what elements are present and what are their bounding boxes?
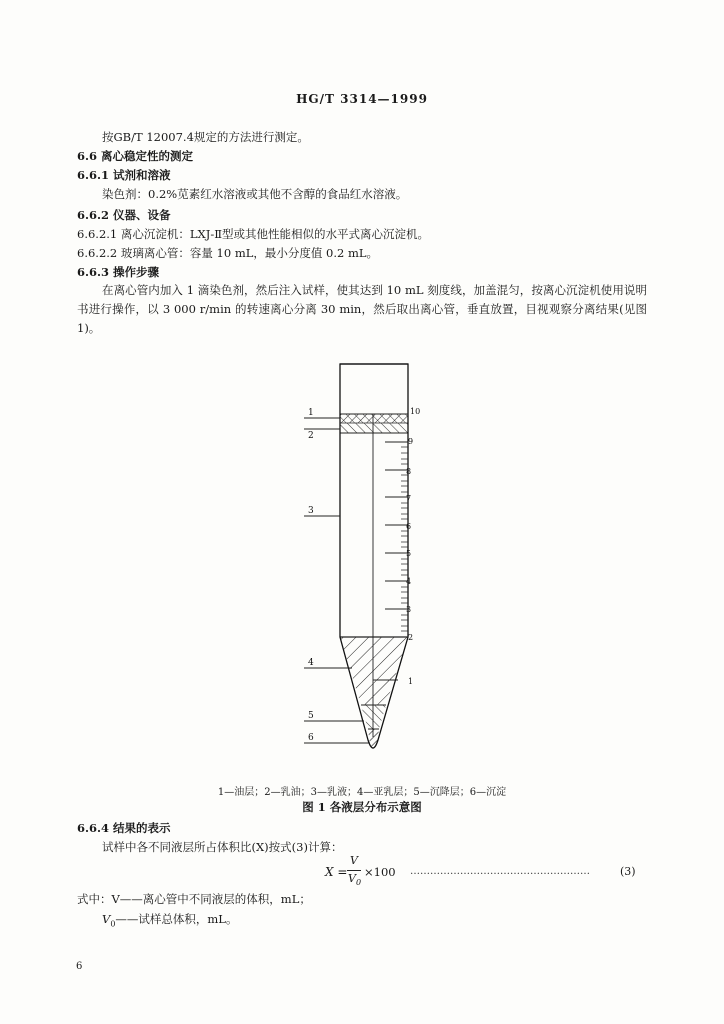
label-sub-emulsion: 4: [308, 658, 314, 668]
scale-label-6: 6: [406, 522, 412, 531]
scale-label-5: 5: [406, 549, 412, 558]
scale-label-1: 1: [408, 677, 414, 686]
scale-label-2: 2: [408, 633, 414, 642]
label-sediment: 5: [308, 711, 314, 721]
formula-denominator: [348, 872, 361, 887]
dye-line: 染色剂：0.2%苋素红水溶液或其他不含醇的食品红水溶液。: [102, 187, 408, 201]
where-line-2-symbol: V: [102, 912, 111, 926]
label-precipitate: 6: [308, 733, 314, 743]
formula-denominator-subscript: 0: [355, 878, 362, 888]
where-line-2-text: ——试样总体积，mL。: [115, 912, 238, 926]
scale-label-8: 8: [406, 467, 412, 476]
section-6-6-4-heading: 6.6.4 结果的表示: [77, 821, 171, 835]
formula-denominator-symbol: V: [348, 872, 356, 885]
formula-multiplier: ×100: [364, 865, 396, 879]
figure-title: 图 1 各液层分布示意图: [302, 800, 422, 814]
label-cream: 2: [308, 431, 314, 441]
figure-caption: 1—油层；2—乳油；3—乳液；4—亚乳层；5—沉降层；6—沉淀: [217, 787, 507, 798]
cream-layer: [340, 423, 408, 433]
procedure-paragraph: 在离心管内加入 1 滴染色剂，然后注入试样，使其达到 10 mL 刻度线，加盖混匀，按离心沉淀机使用说明书进行操作，以 3 000 r/min 的转速离心分离 30 min，然后取出离心管，垂直放置，目视观察分离结果(见图 1)。: [77, 283, 647, 335]
section-6-6-2-heading: 6.6.2 仪器、设备: [77, 208, 171, 222]
formula-fraction-bar: [347, 870, 361, 871]
oil-layer: [340, 414, 408, 423]
scale-label-9: 9: [408, 437, 414, 446]
scale-label-7: 7: [406, 494, 412, 503]
label-oil: 1: [308, 408, 314, 418]
where-line-2: [102, 910, 237, 933]
formula-numerator: V: [350, 854, 358, 867]
intro-line: 按GB/T 12007.4规定的方法进行测定。: [102, 130, 309, 144]
section-6-6-2-2-line: 6.6.2.2 玻璃离心管：容量 10 mL，最小分度值 0.2 mL。: [77, 246, 379, 260]
where-line-2-subscript: 0: [110, 919, 116, 929]
formula-equation-number: (3): [620, 865, 636, 878]
section-6-6-2-1-line: 6.6.2.1 离心沉淀机：LXJ-Ⅱ型或其他性能相似的水平式离心沉淀机。: [77, 227, 430, 241]
page-number: 6: [76, 961, 83, 972]
section-6-6-3-heading: 6.6.3 操作步骤: [77, 265, 160, 279]
section-6-6-1-heading: 6.6.1 试剂和溶液: [77, 168, 171, 182]
label-emulsion: 3: [308, 506, 314, 516]
scale-label-4: 4: [406, 577, 412, 586]
formula-lhs: X =: [325, 865, 348, 879]
page-header: HG/T 3314—1999: [296, 92, 428, 106]
formula-dot-leader: ………………………………………………: [410, 866, 590, 877]
result-intro-line: 试样中各不同液层所占体积比(X)按式(3)计算：: [102, 840, 343, 854]
scale-label-3: 3: [406, 605, 412, 614]
section-6-6-heading: 6.6 离心稳定性的测定: [77, 149, 194, 163]
scale-label-10: 10: [410, 407, 421, 416]
where-line-1: 式中：V——离心管中不同液层的体积，mL；: [77, 892, 311, 906]
